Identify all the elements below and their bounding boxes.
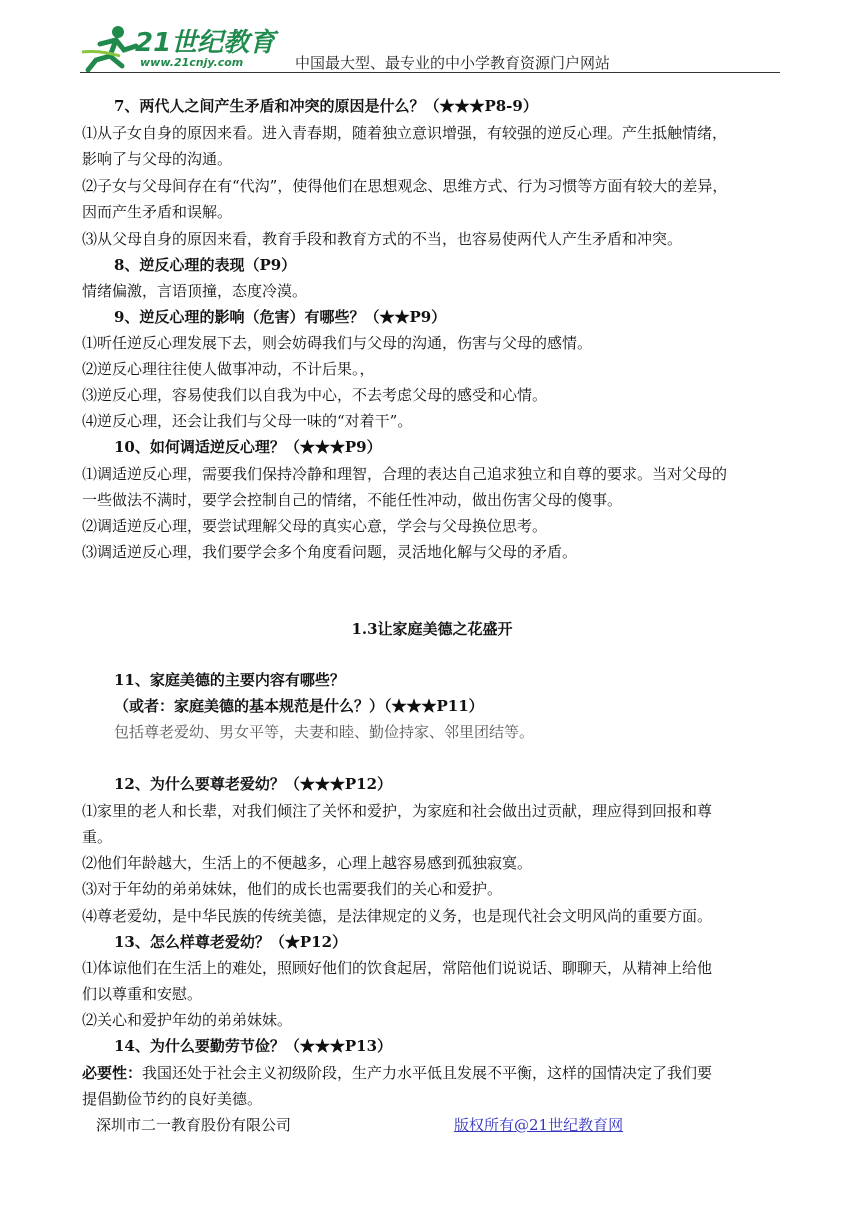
text-line: ⑶对于年幼的弟弟妹妹，他们的成长也需要我们的关心和爱护。	[82, 880, 503, 898]
text-line: ⑴听任逆反心理发展下去，则会妨碍我们与父母的沟通，伤害与父母的感情。	[82, 334, 593, 352]
section-title: 1.3让家庭美德之花盛开	[351, 620, 513, 638]
text-line: 包括尊老爱幼、男女平等，夫妻和睦、勤俭持家、邻里团结等。	[114, 723, 535, 741]
text-line: ⑴从子女自身的原因来看。进入青春期，随着独立意识增强，有较强的逆反心理。产生抵触情绪，	[82, 124, 728, 142]
text-line: ⑴调适逆反心理，需要我们保持冷静和理智，合理的表达自己追求独立和自尊的要求。当对父母的	[82, 465, 728, 483]
text-line: ⑷逆反心理，还会让我们与父母一味的“对着干”。	[82, 412, 413, 430]
text-line: ⑵调适逆反心理，要尝试理解父母的真实心意，学会与父母换位思考。	[82, 517, 548, 535]
logo	[80, 22, 290, 72]
question-heading: 7、两代人之间产生矛盾和冲突的原因是什么？（★★★P8-9）	[114, 97, 538, 115]
text-line: 重。	[82, 828, 113, 846]
text-line: ⑶逆反心理，容易使我们以自我为中心，不去考虑父母的感受和心情。	[82, 386, 548, 404]
question-heading: 12、为什么要尊老爱幼？（★★★P12）	[114, 775, 393, 793]
text-line: ⑵他们年龄越大，生活上的不便越多，心理上越容易感到孤独寂寞。	[82, 854, 533, 872]
logo-url: www.21cnjy.com	[140, 56, 244, 69]
text-line: ⑶从父母自身的原因来看，教育手段和教育方式的不当，也容易使两代人产生矛盾和冲突。	[82, 230, 683, 248]
text-line: 必要性：我国还处于社会主义初级阶段，生产力水平低且发展不平衡，这样的国情决定了我们要	[82, 1064, 713, 1082]
text-line: ⑴体谅他们在生活上的难处，照顾好他们的饮食起居，常陪他们说说话、聊聊天，从精神上给他	[82, 959, 713, 977]
text-line: 提倡勤俭节约的良好美德。	[82, 1090, 263, 1108]
footer-company: 深圳市二一教育股份有限公司	[96, 1116, 292, 1134]
text-line: ⑵子女与父母间存在有“代沟”，使得他们在思想观念、思维方式、行为习惯等方面有较大的差异，	[82, 177, 728, 195]
text-line: 情绪偏激，言语顶撞，态度冷漠。	[82, 282, 308, 300]
header-slogan: 中国最大型、最专业的中小学教育资源门户网站	[295, 54, 611, 72]
runner-icon	[80, 22, 140, 72]
question-heading: 13、怎么样尊老爱幼？（★P12）	[114, 933, 348, 951]
logo-text: 21世纪教育	[135, 28, 276, 58]
text-line: ⑴家里的老人和长辈，对我们倾注了关怀和爱护，为家庭和社会做出过贡献，理应得到回报和尊	[82, 802, 713, 820]
page-header	[80, 20, 780, 74]
text-line: ⑵逆反心理往往使人做事冲动，不计后果。，	[82, 360, 375, 378]
text-line: ⑷尊老爱幼，是中华民族的传统美德，是法律规定的义务，也是现代社会文明风尚的重要方面。	[82, 907, 713, 925]
footer-copyright-link[interactable]: 版权所有@21世纪教育网	[454, 1116, 624, 1134]
text-line: ⑵关心和爱护年幼的弟弟妹妹。	[82, 1011, 293, 1029]
text-line: 因而产生矛盾和误解。	[82, 203, 233, 221]
question-heading: 9、逆反心理的影响（危害）有哪些？（★★P9）	[114, 308, 447, 326]
question-heading: 10、如何调适逆反心理？（★★★P9）	[114, 438, 382, 456]
text-line: 影响了与父母的沟通。	[82, 150, 233, 168]
text-line: 们以尊重和安慰。	[82, 985, 203, 1003]
text-line: ⑶调适逆反心理，我们要学会多个角度看问题，灵活地化解与父母的矛盾。	[82, 543, 578, 561]
question-heading: 11、家庭美德的主要内容有哪些？	[114, 671, 345, 689]
text-line: 一些做法不满时，要学会控制自己的情绪，不能任性冲动，做出伤害父母的傻事。	[82, 491, 623, 509]
question-heading: 14、为什么要勤劳节俭？（★★★P13）	[114, 1037, 393, 1055]
header-divider	[80, 72, 780, 73]
question-heading: （或者：家庭美德的基本规范是什么？）（★★★P11）	[114, 697, 484, 715]
question-heading: 8、逆反心理的表现（P9）	[114, 256, 297, 274]
